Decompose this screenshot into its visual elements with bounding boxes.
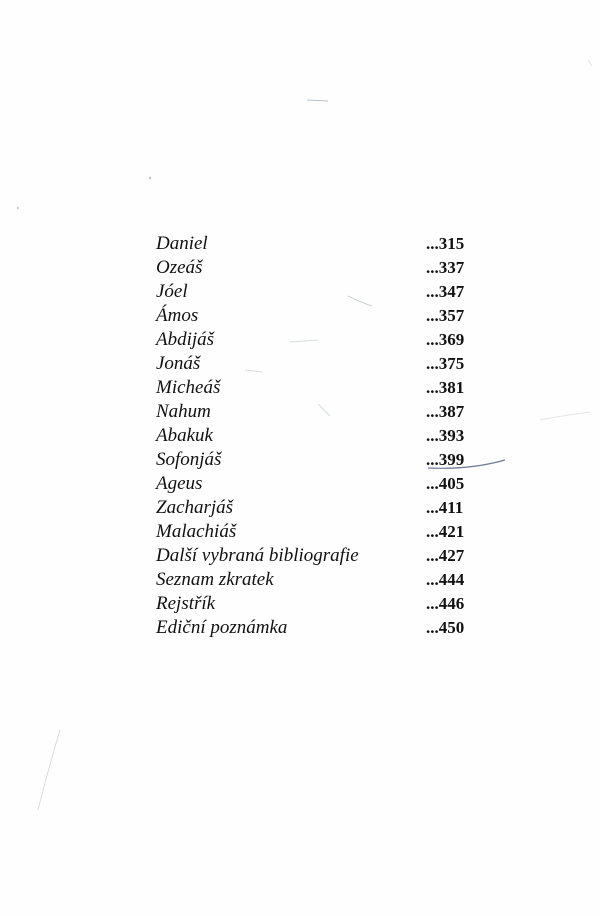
toc-entry-title: Daniel	[156, 233, 208, 254]
toc-entry-title: Ageus	[156, 473, 203, 494]
toc-entry-title: Zacharjáš	[156, 497, 234, 518]
toc-entry	[156, 328, 486, 352]
toc-entry	[156, 232, 486, 256]
toc-entry-title: Rejstřík	[156, 593, 216, 614]
toc-entry-page: ...347	[426, 282, 465, 301]
toc-entry	[156, 448, 486, 472]
toc-entry-title: Abdijáš	[156, 329, 215, 350]
toc-entry-title: Jóel	[156, 281, 188, 302]
scan-mark	[588, 60, 592, 66]
toc-entry-title: Micheáš	[156, 377, 221, 398]
toc-entry-page: ...369	[426, 330, 465, 349]
toc-entry-page: ...444	[426, 570, 465, 589]
toc-entry	[156, 568, 486, 592]
toc-entry	[156, 520, 486, 544]
scan-mark	[307, 100, 328, 101]
scan-mark	[38, 730, 60, 810]
scan-mark	[17, 207, 19, 209]
scan-mark	[540, 412, 590, 420]
toc-entry-title: Seznam zkratek	[156, 569, 274, 590]
toc-entry	[156, 616, 486, 640]
toc-entry	[156, 544, 486, 568]
toc-entry-page: ...337	[426, 258, 465, 277]
toc-entry-page: ...446	[426, 594, 465, 613]
scan-mark	[149, 177, 151, 179]
toc-entry-page: ...411	[426, 498, 464, 517]
toc-entry-title: Jonáš	[156, 353, 201, 374]
toc-entry-page: ...399	[426, 450, 465, 469]
toc-entry-page: ...450	[426, 618, 465, 637]
toc-entry	[156, 352, 486, 376]
toc-entry	[156, 472, 486, 496]
toc-entry-page: ...387	[426, 402, 465, 421]
toc-entry-page: ...381	[426, 378, 465, 397]
toc-entry-title: Malachiáš	[156, 521, 237, 542]
toc-entry-title: Sofonjáš	[156, 449, 222, 470]
toc-entry-page: ...315	[426, 234, 465, 253]
toc-entry	[156, 304, 486, 328]
toc-entry	[156, 280, 486, 304]
toc-entry-title: Ediční poznámka	[156, 617, 288, 638]
toc-entry-page: ...405	[426, 474, 465, 493]
toc-entry-title: Další vybraná bibliografie	[156, 545, 359, 566]
toc-entry	[156, 400, 486, 424]
toc-entry-title: Ozeáš	[156, 257, 203, 278]
toc-entry	[156, 376, 486, 400]
toc-entry	[156, 592, 486, 616]
toc-entry-title: Nahum	[156, 401, 211, 422]
toc-entry-page: ...357	[426, 306, 465, 325]
toc-entry	[156, 496, 486, 520]
toc-entry	[156, 256, 486, 280]
toc-entry-title: Abakuk	[156, 425, 213, 446]
toc-entry	[156, 424, 486, 448]
toc-entry-page: ...393	[426, 426, 465, 445]
toc-entry-page: ...375	[426, 354, 465, 373]
table-of-contents	[156, 232, 486, 640]
toc-entry-page: ...421	[426, 522, 465, 541]
toc-entry-title: Ámos	[156, 305, 199, 326]
toc-entry-page: ...427	[426, 546, 465, 565]
